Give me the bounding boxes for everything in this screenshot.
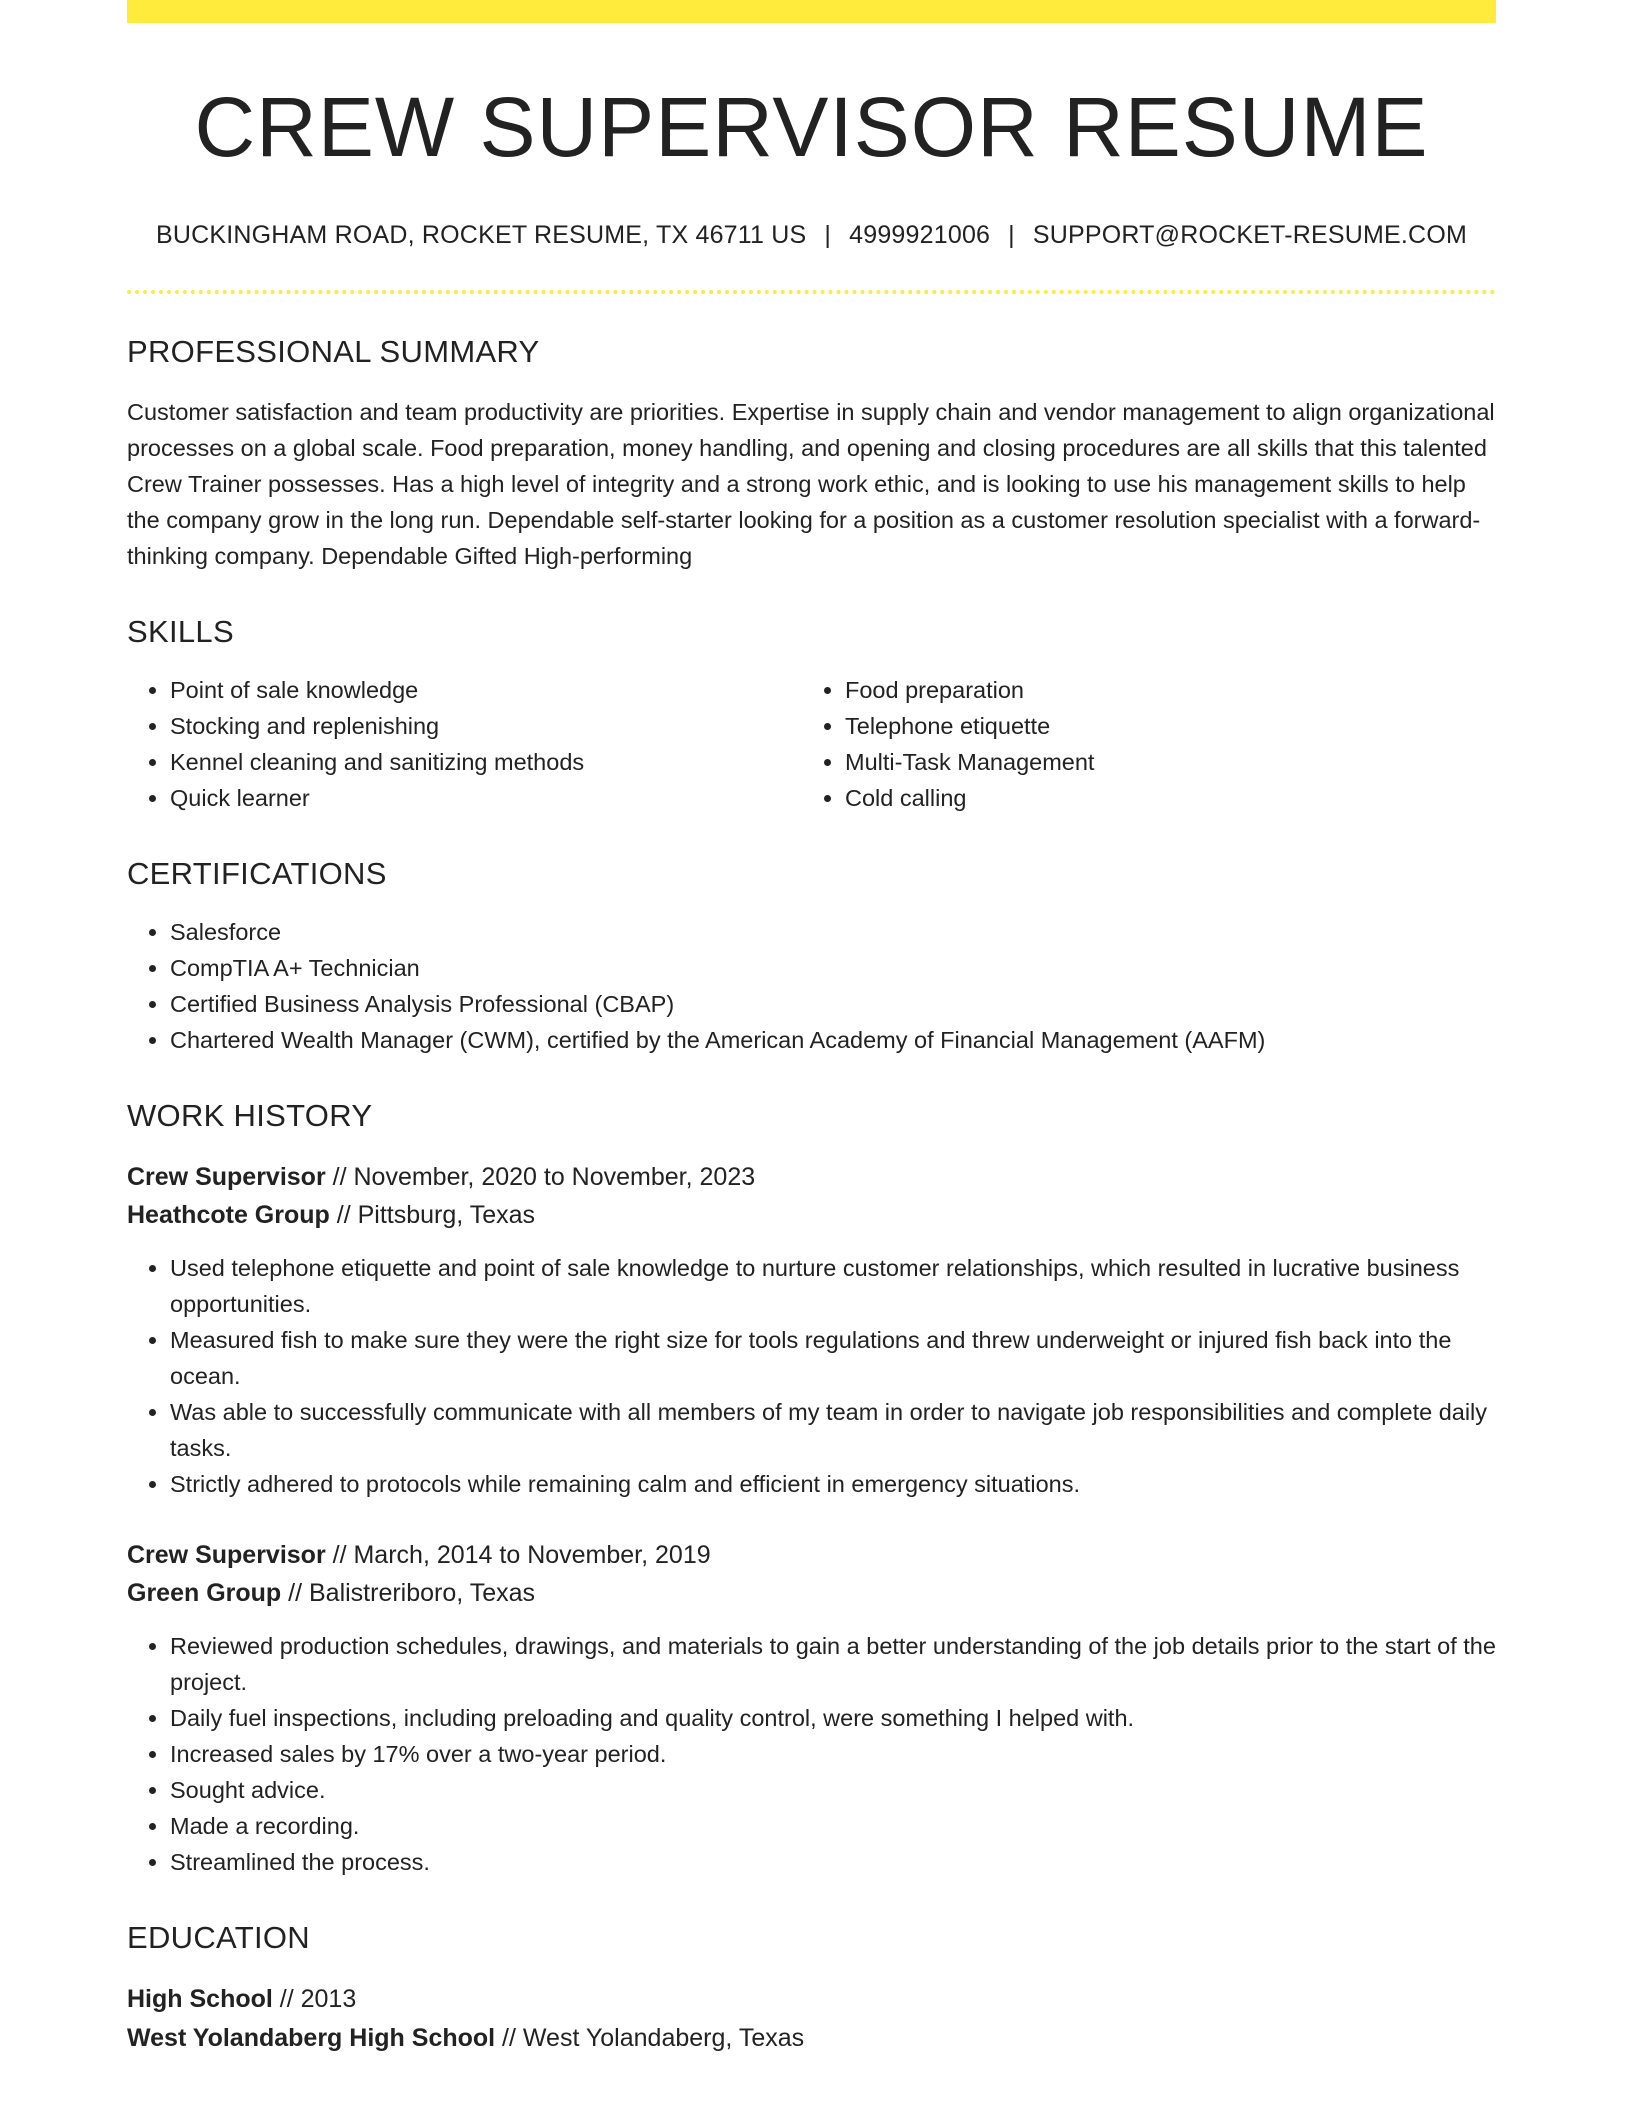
job-bullet: • Reviewed production schedules, drawings, and materials to gain a better understanding of the job details prior to the start of the project.	[170, 1628, 1496, 1700]
job-bullet: • Used telephone etiquette and point of sale knowledge to nurture customer relationships, which resulted in lucrative business opportunities.	[170, 1250, 1496, 1322]
field-separator: //	[281, 1579, 309, 1608]
contact-separator: |	[824, 221, 832, 250]
certification-item: • Salesforce	[170, 914, 1496, 950]
job-entry	[127, 1158, 1496, 1502]
field-separator: //	[495, 2024, 523, 2053]
job-bullet: • Measured fish to make sure they were the right size for tools regulations and threw underweight or injured fish back into the ocean.	[170, 1322, 1496, 1394]
education-degree: High School	[127, 1985, 273, 2014]
job-company: Heathcote Group	[127, 1201, 330, 1230]
job-location: Balistreriboro, Texas	[308, 1579, 536, 1608]
certifications-heading: CERTIFICATIONS	[127, 856, 387, 892]
summary-heading: PROFESSIONAL SUMMARY	[127, 334, 540, 370]
skills-heading: SKILLS	[127, 614, 234, 650]
contact-line	[127, 221, 1496, 250]
skill-item: • Quick learner	[170, 780, 802, 816]
job-bullet: • Made a recording.	[170, 1808, 1496, 1844]
resume-page	[127, 0, 1496, 2058]
skills-left-list	[127, 672, 802, 816]
job-bullet: • Increased sales by 17% over a two-year period.	[170, 1736, 1496, 1772]
job-company-line	[127, 1574, 1496, 1612]
job-title-line	[127, 1536, 1496, 1574]
job-title: Crew Supervisor	[127, 1541, 326, 1570]
education-entry	[127, 1980, 1496, 2058]
skill-item: • Telephone etiquette	[845, 708, 1477, 744]
job-title: Crew Supervisor	[127, 1163, 326, 1192]
job-company: Green Group	[127, 1579, 282, 1608]
accent-top-bar	[127, 0, 1496, 23]
skill-item: • Stocking and replenishing	[170, 708, 802, 744]
job-bullet: • Sought advice.	[170, 1772, 1496, 1808]
resume-title: CREW SUPERVISOR RESUME	[194, 80, 1429, 174]
job-entry	[127, 1536, 1496, 1880]
contact-email: SUPPORT@ROCKET-RESUME.COM	[1032, 221, 1467, 250]
education-location: West Yolandaberg, Texas	[522, 2024, 805, 2053]
job-location: Pittsburg, Texas	[357, 1201, 535, 1230]
contact-separator: |	[1008, 221, 1015, 250]
field-separator: //	[272, 1985, 301, 2014]
certification-item: • Chartered Wealth Manager (CWM), certified by the American Academy of Financial Management (AAFM)	[170, 1022, 1496, 1058]
certification-item: • Certified Business Analysis Professional (CBAP)	[170, 986, 1496, 1022]
job-bullets	[127, 1628, 1496, 1880]
skill-item: • Kennel cleaning and sanitizing methods	[170, 744, 802, 780]
field-separator: //	[325, 1163, 354, 1192]
education-school-line	[127, 2019, 1496, 2058]
certifications-list	[127, 914, 1496, 1058]
job-bullet: • Was able to successfully communicate with all members of my team in order to navigate job responsibilities and complete daily tasks.	[170, 1394, 1496, 1466]
education-degree-line	[127, 1980, 1496, 2019]
contact-address: BUCKINGHAM ROAD, ROCKET RESUME, TX 46711 US	[155, 221, 807, 250]
job-company-line	[127, 1196, 1496, 1234]
skill-item: • Multi-Task Management	[845, 744, 1477, 780]
job-header	[127, 1158, 1496, 1234]
work-history-heading: WORK HISTORY	[127, 1098, 373, 1134]
job-bullet: • Daily fuel inspections, including preloading and quality control, were something I helped with.	[170, 1700, 1496, 1736]
job-header	[127, 1536, 1496, 1612]
skill-item: • Food preparation	[845, 672, 1477, 708]
job-bullets	[127, 1250, 1496, 1502]
job-dates: March, 2014 to November, 2019	[353, 1541, 711, 1570]
job-bullet: • Streamlined the process.	[170, 1844, 1496, 1880]
education-school: West Yolandaberg High School	[127, 2024, 496, 2053]
summary-text: Customer satisfaction and team productivity are priorities. Expertise in supply chain and vendor management to align organizational processes on a global scale. Food preparation, money handling, and opening and closing procedures are all skills that this talented Crew Trainer possesses. Has a high level of integrity and a strong work ethic, and is looking to use his management skills to help the company grow in the long run. Dependable self-starter looking for a position as a customer resolution specialist with a forward-thinking company. Dependable Gifted High-performing	[127, 399, 1495, 570]
skill-item: • Point of sale knowledge	[170, 672, 802, 708]
job-dates: November, 2020 to November, 2023	[353, 1163, 756, 1192]
dotted-divider	[127, 290, 1496, 294]
job-bullet: • Strictly adhered to protocols while remaining calm and efficient in emergency situations.	[170, 1466, 1496, 1502]
field-separator: //	[325, 1541, 354, 1570]
skills-right-list	[802, 672, 1477, 816]
skill-item: • Cold calling	[845, 780, 1477, 816]
job-title-line	[127, 1158, 1496, 1196]
education-heading: EDUCATION	[127, 1920, 310, 1956]
certification-item: • CompTIA A+ Technician	[170, 950, 1496, 986]
contact-phone: 4999921006	[849, 221, 991, 250]
field-separator: //	[329, 1201, 358, 1230]
education-year: 2013	[300, 1985, 357, 2014]
skills-grid	[127, 672, 1496, 816]
